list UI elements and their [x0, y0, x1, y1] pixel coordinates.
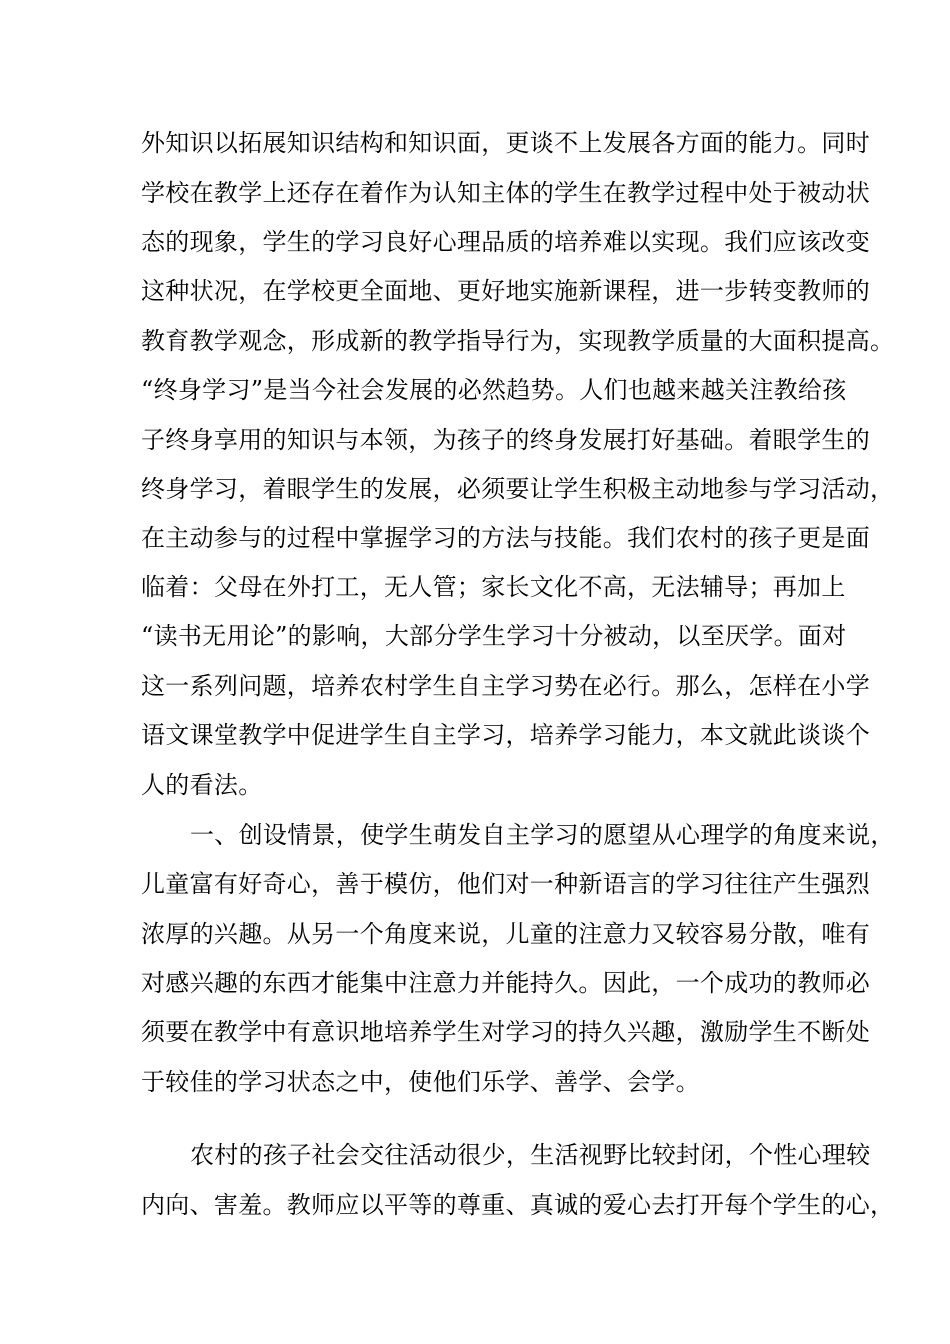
text-line: “读书无用论”的影响，大部分学生学习十分被动，以至厌学。面对 — [141, 622, 847, 650]
text-line: 外知识以拓展知识结构和知识面，更谈不上发展各方面的能力。同时 — [141, 129, 870, 157]
text-line: “终身学习”是当今社会发展的必然趋势。人们也越来越关注教给孩 — [141, 376, 847, 404]
text-line: 语文课堂教学中促进学生自主学习，培养学习能力，本文就此谈谈个 — [141, 721, 870, 749]
text-line: 须要在教学中有意识地培养学生对学习的持久兴趣，激励学生不断处 — [141, 1018, 870, 1046]
text-line: 对感兴趣的东西才能集中注意力并能持久。因此，一个成功的教师必 — [141, 969, 870, 997]
text-line: 于较佳的学习状态之中，使他们乐学、善学、会学。 — [141, 1068, 700, 1096]
text-line: 态的现象，学生的学习良好心理品质的培养难以实现。我们应该改变 — [141, 228, 870, 256]
text-line: 子终身享用的知识与本领，为孩子的终身发展打好基础。着眼学生的 — [141, 426, 870, 454]
text-line: 临着：父母在外打工，无人管；家长文化不高，无法辅导；再加上 — [141, 573, 846, 601]
text-line: 浓厚的兴趣。从另一个角度来说，儿童的注意力又较容易分散，唯有 — [141, 920, 870, 948]
text-line: 这种状况，在学校更全面地、更好地实施新课程，进一步转变教师的 — [141, 277, 870, 305]
text-line: 这一系列问题，培养农村学生自主学习势在必行。那么，怎样在小学 — [141, 672, 870, 700]
text-line: 人的看法。 — [141, 771, 263, 799]
paragraph-first-line: 农村的孩子社会交往活动很少，生活视野比较封闭，个性心理较 — [190, 1141, 871, 1169]
text-line: 内向、害羞。教师应以平等的尊重、真诚的爱心去打开每个学生的心， — [141, 1191, 895, 1219]
text-line: 终身学习，着眼学生的发展，必须要让学生积极主动地参与学习活动， — [141, 475, 895, 503]
text-line: 学校在教学上还存在着作为认知主体的学生在教学过程中处于被动状 — [141, 179, 870, 207]
text-line: 教育教学观念，形成新的教学指导行为，实现教学质量的大面积提高。 — [141, 327, 895, 355]
text-line: 儿童富有好奇心，善于模仿，他们对一种新语言的学习往往产生强烈 — [141, 870, 870, 898]
text-line: 在主动参与的过程中掌握学习的方法与技能。我们农村的孩子更是面 — [141, 524, 870, 552]
paragraph-first-line: 一、创设情景，使学生萌发自主学习的愿望从心理学的角度来说， — [190, 821, 895, 849]
